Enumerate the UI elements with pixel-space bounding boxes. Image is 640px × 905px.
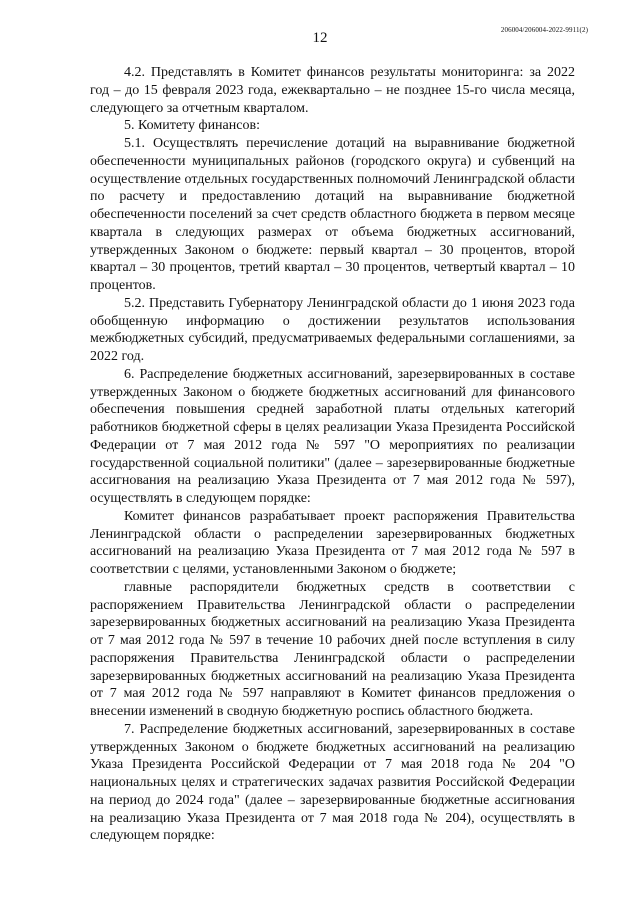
paragraph-5-1: 5.1. Осуществлять перечисление дотаций на выравнивание бюджетной обеспеченности муниципальных районов (городского округа) и субвенций на осуществление отдельных государственных полномочий Ленинградской области по расчету и предоставлению дотаций на выравнивание бюджетной обеспеченности поселений за счет средств областного бюджета в первом месяце квартала в следующих размерах от объема бюджетных ассигнований, утвержденных Законом о бюджете: первый квартал – 30 процентов, второй квартал – 30 процентов, третий квартал – 30 процентов, четвертый квартал – 10 процентов. xyxy=(90,136,575,293)
paragraph-7: 7. Распределение бюджетных ассигнований, зарезервированных в составе утвержденных Законом о бюджете бюджетных ассигнований на реализацию Указа Президента Российской Федерации от 7 мая 2018 года № 204 "О национальных целях и стратегических задачах развития Российской Федерации на период до 2024 года" (далее – зарезервированные бюджетные ассигнования на реализацию Указа Президента от 7 мая 2018 года № 204), осуществлять в следующем порядке: xyxy=(90,721,575,844)
paragraph-5-heading: 5. Комитету финансов: xyxy=(124,118,260,134)
paragraph-4-2: 4.2. Представлять в Комитет финансов результаты мониторинга: за 2022 год – до 15 февраля 2023 года, ежеквартально – не позднее 15-го числа месяца, следующего за отчетным кварталом. xyxy=(90,65,575,116)
page-number: 12 xyxy=(312,30,328,46)
paragraph-6-budget-managers: главные распорядители бюджетных средств в соответствии с распоряжением Правительства Ленинградской области о распределении зарезервированных бюджетных ассигнований на реализацию Указа Президента от 7 мая 2012 года № 597 в течение 10 рабочих дней после вступления в силу распоряжения Правительства Ленинградской области о распределении зарезервированных бюджетных ассигнований на реализацию Указа Президента от 7 мая 2012 года № 597 направляют в Комитет финансов предложения о внесении изменений в сводную бюджетную роспись областного бюджета. xyxy=(90,579,575,719)
document-id: 206004/206004-2022-9911(2) xyxy=(500,26,588,34)
paragraph-6: 6. Распределение бюджетных ассигнований, зарезервированных в составе утвержденных Законом о бюджете бюджетных ассигнований для финансового обеспечения повышения средней заработной платы отдельных категорий работников бюджетной сферы в целях реализации Указа Президента Российской Федерации от 7 мая 2012 года № 597 "О мероприятиях по реализации государственной социальной политики" (далее – зарезервированные бюджетные ассигнования на реализацию Указа Президента от 7 мая 2012 года № 597), осуществлять в следующем порядке: xyxy=(90,366,575,506)
paragraph-5-2: 5.2. Представить Губернатору Ленинградской области до 1 июня 2023 года обобщенную информацию о достижении результатов использования межбюджетных субсидий, предусматриваемых федеральными соглашениями, за 2022 год. xyxy=(90,295,575,364)
document-body xyxy=(90,64,575,845)
paragraph-6-finance-committee: Комитет финансов разрабатывает проект распоряжения Правительства Ленинградской области о распределении зарезервированных бюджетных ассигнований на реализацию Указа Президента от 7 мая 2012 года № 597 в соответствии с целями, установленными Законом о бюджете; xyxy=(90,508,575,577)
